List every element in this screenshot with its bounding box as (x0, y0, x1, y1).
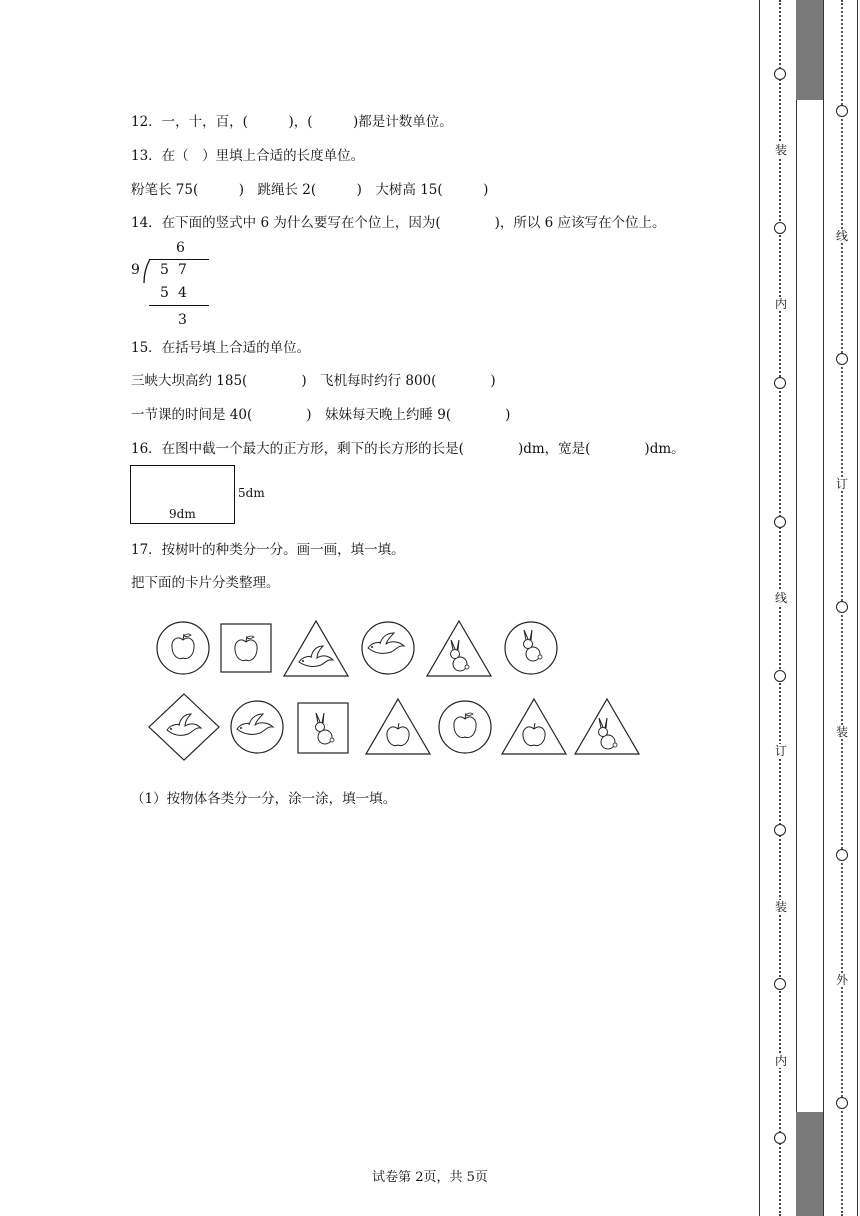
card-triangle-bird (281, 618, 341, 678)
margin-right-line (857, 0, 858, 1216)
question-12: 12．一，十，百，( )，( )都是计数单位。 (131, 114, 453, 130)
product-ones: 4 (178, 285, 187, 301)
question-15-line2: 一节课的时间是 40( ) 妹妹每天晚上约睡 9( ) (131, 407, 511, 423)
division-bracket (142, 258, 152, 284)
dividend-tens: 5 (160, 262, 169, 278)
card-circle-apple-2 (435, 697, 495, 757)
card-triangle-apple (363, 696, 433, 756)
margin-inner-circle (836, 601, 848, 613)
rectangle-figure (130, 465, 235, 524)
margin-circle (774, 516, 786, 528)
card-circle-apple (153, 618, 213, 678)
dividend-ones: 7 (178, 262, 187, 278)
question-15-title: 15．在括号填上合适的单位。 (131, 340, 311, 356)
margin-char: 装 (774, 143, 787, 157)
card-circle-bird (358, 618, 418, 678)
margin-inner-circle (836, 849, 848, 861)
question-13-items: 粉笔长 75( ) 跳绳长 2( ) 大树高 15( ) (131, 182, 489, 198)
margin-inner-char: 订 (835, 477, 848, 491)
margin-circle (774, 68, 786, 80)
margin-circle (774, 670, 786, 682)
margin-inner-char: 装 (835, 725, 848, 739)
card-circle-bird-2 (227, 697, 287, 757)
division-top-line (149, 259, 209, 260)
question-17-sub: 把下面的卡片分类整理。 (131, 575, 280, 591)
margin-circle (774, 978, 786, 990)
product-tens: 5 (160, 285, 169, 301)
margin-inner-char: 线 (835, 229, 848, 243)
margin-strip-top (796, 0, 823, 100)
question-15-line1: 三峡大坝高约 185( ) 飞机每时约行 800( ) (131, 373, 496, 389)
margin-dotted-line (779, 0, 781, 1216)
card-square-rabbit (294, 697, 354, 757)
margin-char: 装 (774, 900, 787, 914)
card-set (145, 616, 645, 766)
margin-strip-bottom (796, 1112, 823, 1216)
margin-circle (774, 377, 786, 389)
margin-inner-circle (836, 353, 848, 365)
question-14: 14．在下面的竖式中 6 为什么要写在个位上，因为( )，所以 6 应该写在个位上。 (131, 215, 666, 231)
margin-inner-char: 外 (835, 973, 848, 987)
card-triangle-rabbit (424, 618, 484, 678)
margin-char: 订 (774, 744, 787, 758)
margin-outer-line (759, 0, 760, 1216)
binding-margin (755, 0, 860, 1216)
card-triangle-apple-2 (499, 696, 569, 756)
margin-inner-circle (836, 105, 848, 117)
division-quotient: 6 (176, 240, 185, 256)
margin-char: 线 (774, 591, 787, 605)
margin-circle (774, 824, 786, 836)
margin-inner-circle (836, 1097, 848, 1109)
card-diamond-bird (147, 692, 221, 762)
rectangle-width-label: 9dm (169, 507, 196, 521)
margin-strip (796, 0, 824, 1216)
page-footer: 试卷第 2页，共 5页 (372, 1170, 488, 1185)
margin-circle (774, 1132, 786, 1144)
margin-char: 内 (774, 297, 787, 311)
division-bottom-line (149, 305, 209, 306)
long-division (129, 240, 219, 332)
card-circle-rabbit (501, 618, 561, 678)
question-16: 16．在图中截一个最大的正方形，剩下的长方形的长是( )dm，宽是( )dm。 (131, 441, 685, 457)
card-triangle-rabbit-2 (572, 696, 642, 756)
card-square-apple (217, 618, 277, 678)
rectangle-height-label: 5dm (238, 486, 265, 500)
margin-char: 内 (774, 1054, 787, 1068)
division-remainder: 3 (178, 312, 187, 328)
division-divisor: 9 (131, 262, 140, 278)
margin-circle (774, 222, 786, 234)
question-17-title: 17．按树叶的种类分一分。画一画，填一填。 (131, 542, 405, 558)
question-17-part1: （1）按物体各类分一分，涂一涂，填一填。 (131, 791, 397, 807)
question-13-title: 13．在（ ）里填上合适的长度单位。 (131, 148, 365, 164)
